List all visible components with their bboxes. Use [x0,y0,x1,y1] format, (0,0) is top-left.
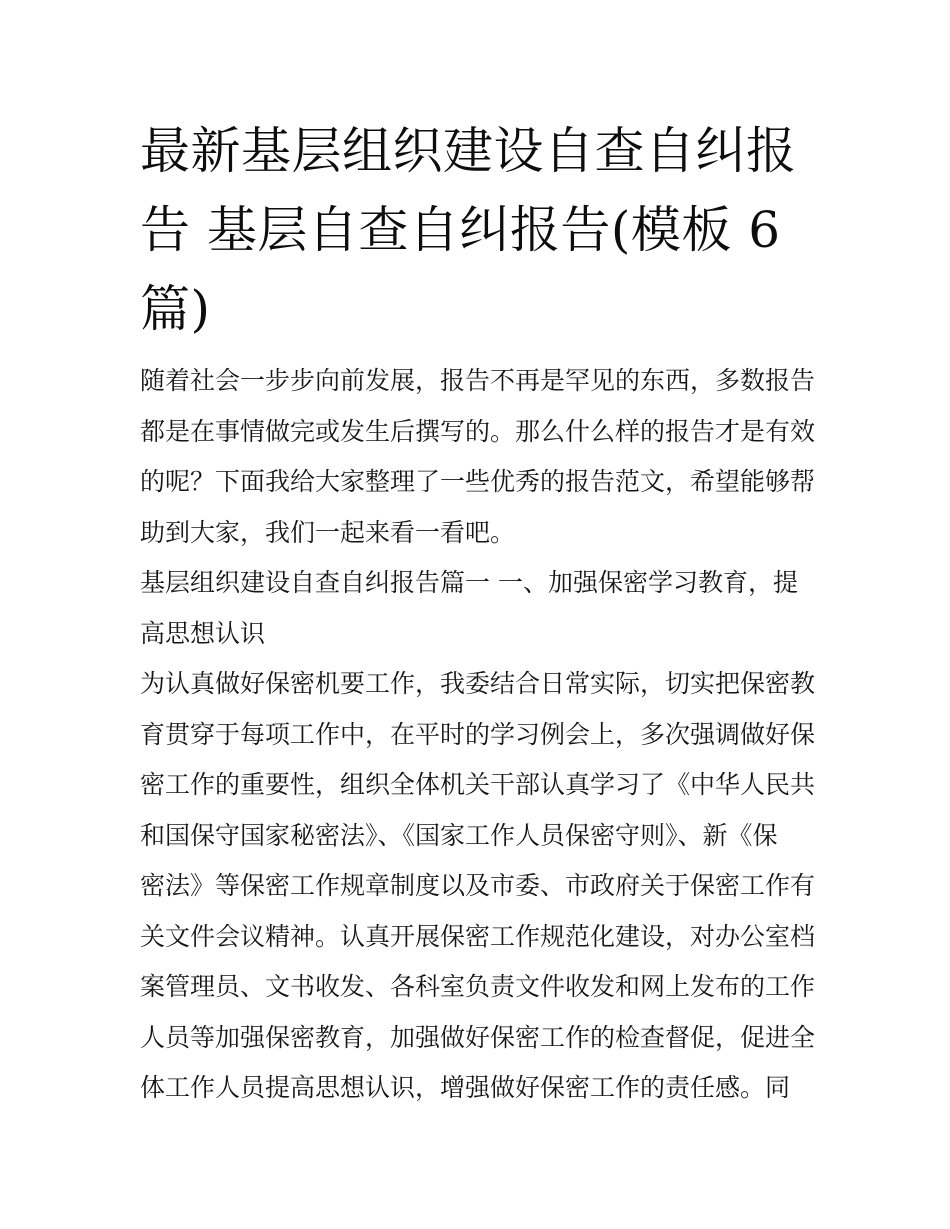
body-line: 的呢？下面我给大家整理了一些优秀的报告范文，希望能够帮 [140,467,816,496]
title-line: 最新基层组织建设自查自纠报 [140,122,797,180]
body-line: 和国保守国家秘密法》、《国家工作人员保密守则》、新《保 [140,820,778,850]
section-heading-line: 高思想认识 [140,618,266,648]
body-line: 关文件会议精神。认真开展保密工作规范化建设，对办公室档 [140,921,816,951]
body-line: 育贯穿于每项工作中，在平时的学习例会上，多次强调做好保 [140,719,816,749]
document-title [140,112,820,349]
document-body [140,356,820,1114]
body-line: 密工作的重要性，组织全体机关干部认真学习了《中华人民共 [140,770,816,799]
title-line: 篇) [140,280,211,338]
title-line: 告 基层自查自纠报告(模板 6 [140,201,781,259]
section-heading-line: 基层组织建设自查自纠报告篇一 一、加强保密学习教育，提 [140,568,798,597]
body-line: 为认真做好保密机要工作，我委结合日常实际，切实把保密教 [140,669,816,698]
body-line: 体工作人员提高思想认识，增强做好保密工作的责任感。同 [140,1073,791,1102]
body-line: 案管理员、文书收发、各科室负责文件收发和网上发布的工作 [140,972,816,1001]
body-line: 密法》等保密工作规章制度以及市委、市政府关于保密工作有 [140,871,816,900]
body-line: 随着社会一步步向前发展，报告不再是罕见的东西，多数报告 [140,366,816,395]
body-line: 助到大家，我们一起来看一看吧。 [140,517,516,547]
body-line: 都是在事情做完或发生后撰写的。那么什么样的报告才是有效 [140,416,816,446]
body-line: 人员等加强保密教育，加强做好保密工作的检查督促，促进全 [140,1022,816,1052]
